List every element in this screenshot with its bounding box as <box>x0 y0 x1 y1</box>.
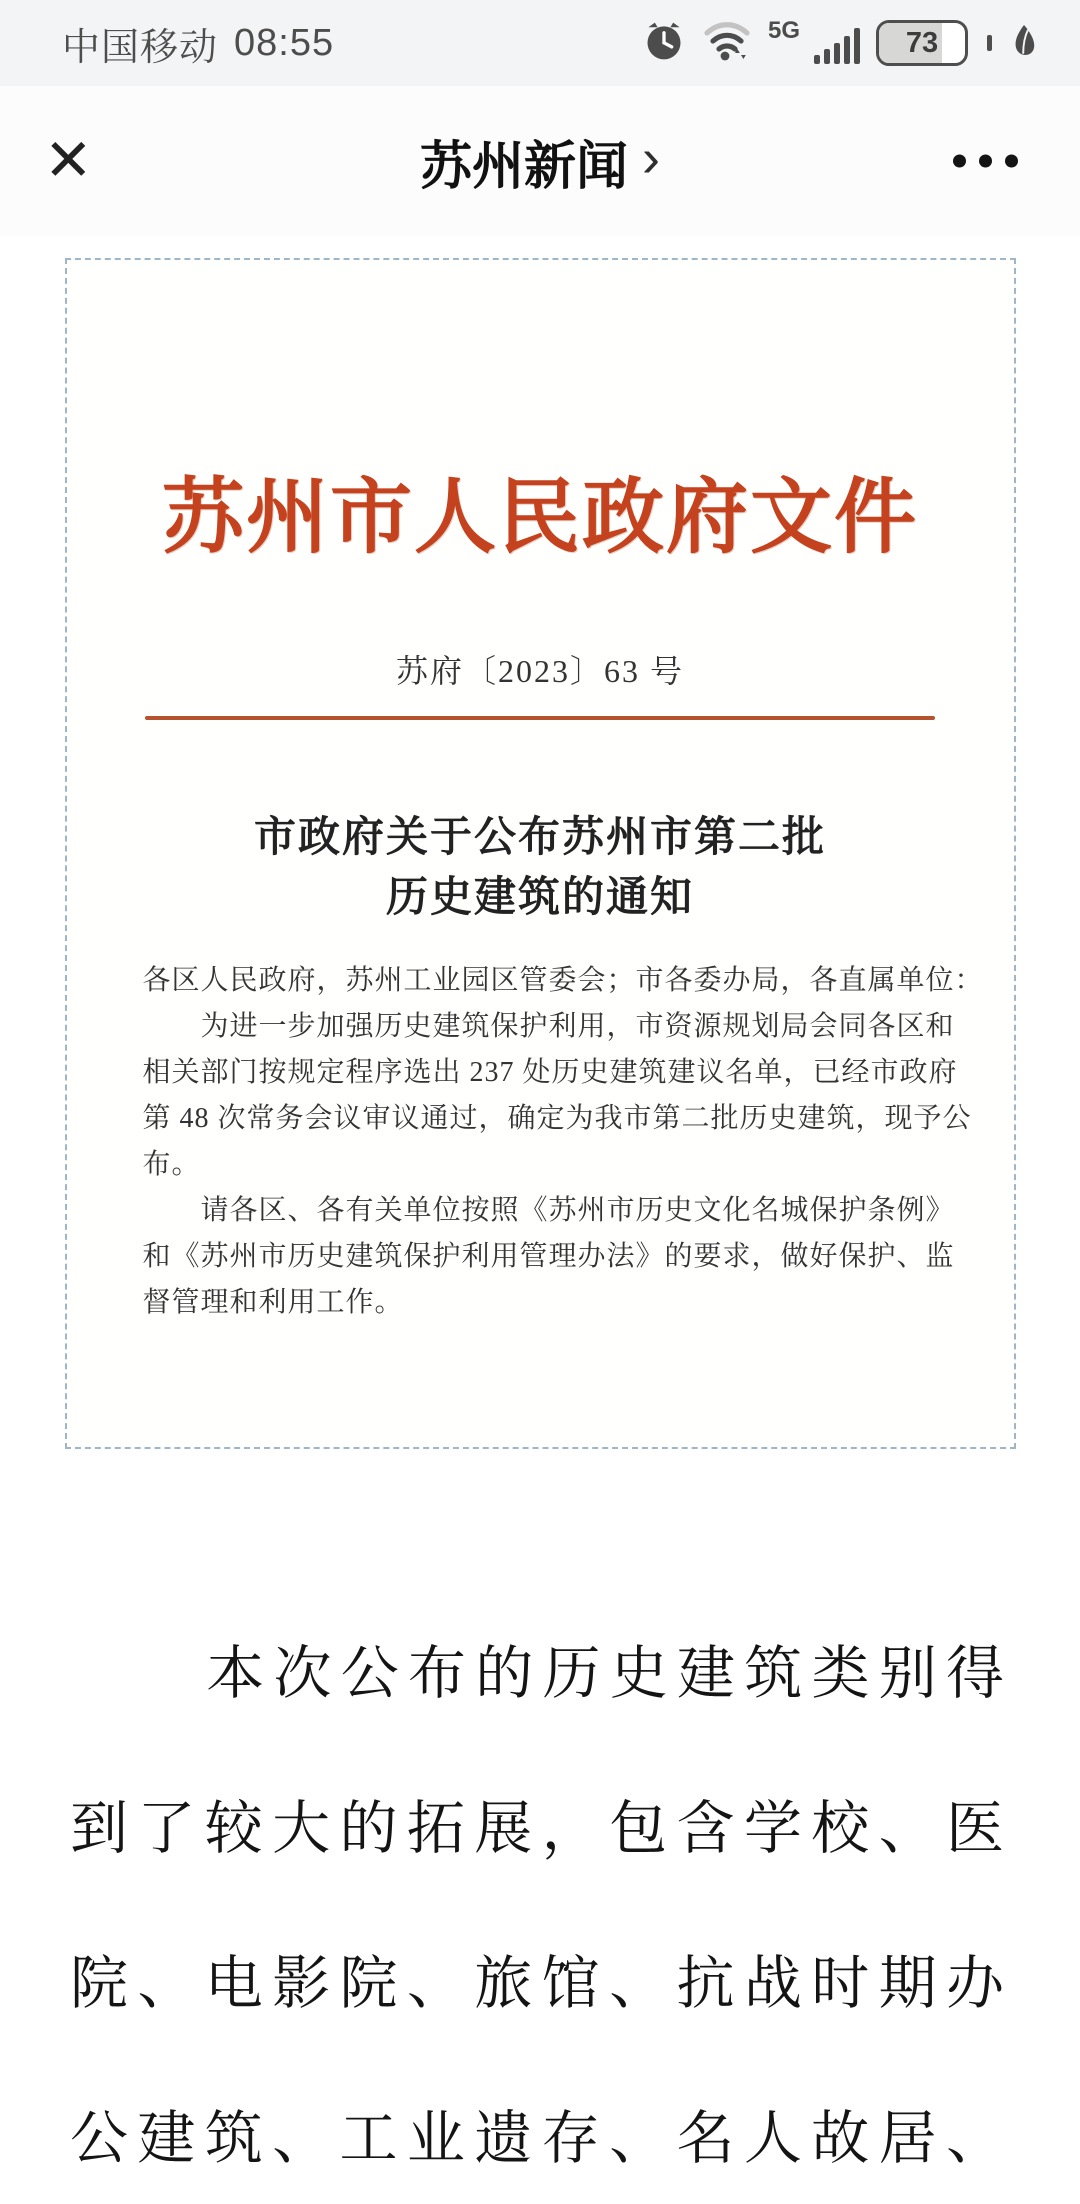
article-source-title[interactable] <box>420 124 660 199</box>
document-body-line: 各区人民政府，苏州工业园区管委会；市各委办局，各直属单位： <box>142 965 984 996</box>
battery-nub <box>987 35 992 51</box>
document-body-line: 请各区、各有关单位按照《苏州市历史文化名城保护条例》 <box>142 1195 955 1226</box>
status-bar <box>0 0 1080 86</box>
document-body-line: 督管理和利用工作。 <box>142 1287 404 1318</box>
carrier-label: 中国移动 <box>62 26 219 69</box>
document-title-line1: 市政府关于公布苏州市第二批 <box>253 815 826 861</box>
status-left <box>62 16 334 71</box>
chevron-right-icon: › <box>642 128 660 188</box>
document-body-line: 为进一步加强历史建筑保护利用，市资源规划局会同各区和 <box>142 1011 955 1042</box>
government-document-image[interactable] <box>65 258 1016 1449</box>
battery-icon <box>876 20 968 66</box>
eco-leaf-icon <box>1008 21 1040 66</box>
page-title: 苏州新闻 <box>420 137 629 196</box>
nav-bar <box>0 86 1080 236</box>
close-icon[interactable]: ✕ <box>44 128 93 193</box>
more-icon[interactable] <box>953 155 1018 168</box>
red-divider-line <box>145 716 935 720</box>
document-body-line: 第 48 次常务会议审议通过，确定为我市第二批历史建筑，现予公 <box>142 1103 972 1134</box>
clock-time: 08:55 <box>234 21 335 64</box>
battery-percent: 73 <box>905 26 939 59</box>
document-body <box>67 958 1014 1326</box>
network-type-label: 5G <box>768 17 801 44</box>
document-red-header: 苏州市人民政府文件 <box>161 472 918 563</box>
article-line: 本次公布的历史建筑类别得 <box>206 1641 1010 1706</box>
signal-bars <box>814 28 860 64</box>
alarm-icon <box>642 19 686 68</box>
document-body-line: 相关部门按规定程序选出 237 处历史建筑建议名单，已经市政府 <box>142 1057 958 1088</box>
document-body-line: 和《苏州市历史建筑保护利用管理办法》的要求，做好保护、监 <box>142 1241 955 1272</box>
document-number: 苏府〔2023〕63 号 <box>395 653 684 689</box>
article-line: 院、电影院、旅馆、抗战时期办 <box>70 1951 1010 2016</box>
signal-icon <box>768 19 860 67</box>
article-text <box>70 1596 1010 2204</box>
article-line: 到了较大的拓展，包含学校、医 <box>70 1796 1010 1861</box>
document-title-line2: 历史建筑的通知 <box>385 875 694 921</box>
wifi-icon <box>702 19 752 68</box>
article-line: 公建筑、工业遗存、名人故居、 <box>70 2106 1010 2171</box>
document-body-line: 布。 <box>142 1149 201 1180</box>
document-title <box>67 808 1014 928</box>
status-icons <box>642 19 1040 68</box>
